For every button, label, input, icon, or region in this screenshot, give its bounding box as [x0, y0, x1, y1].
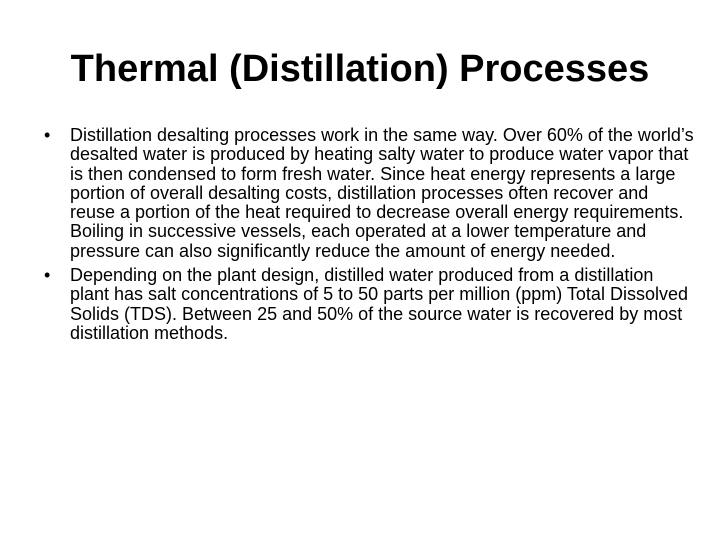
bullet-dot-icon: •	[44, 265, 51, 286]
bullet-text: Depending on the plant design, distilled water produced from a distillation plant has salt concentrations of 5 to 50 parts per million (ppm) Total Dissolved Solids (TDS). Between 25 and 50% of the source water is recovered by most distillation methods.	[70, 265, 688, 343]
bullet-item-2	[44, 266, 694, 343]
bullet-item-1	[44, 126, 694, 261]
bullet-text: Distillation desalting processes work in the same way. Over 60% of the world’s desalted water is produced by heating salty water to produce water vapor that is then condensed to form fresh water. Since heat energy represents a large portion of overall desalting costs, distillation processes often recover and reuse a portion of the heat required to decrease overall energy requirements. Boiling in successive vessels, each operated at a lower temperature and pressure can also significantly reduce the amount of energy needed.	[70, 125, 694, 261]
bullet-dot-icon: •	[44, 125, 51, 145]
slide-title: Thermal (Distillation) Processes	[70, 48, 650, 90]
bullet-list	[44, 126, 694, 348]
